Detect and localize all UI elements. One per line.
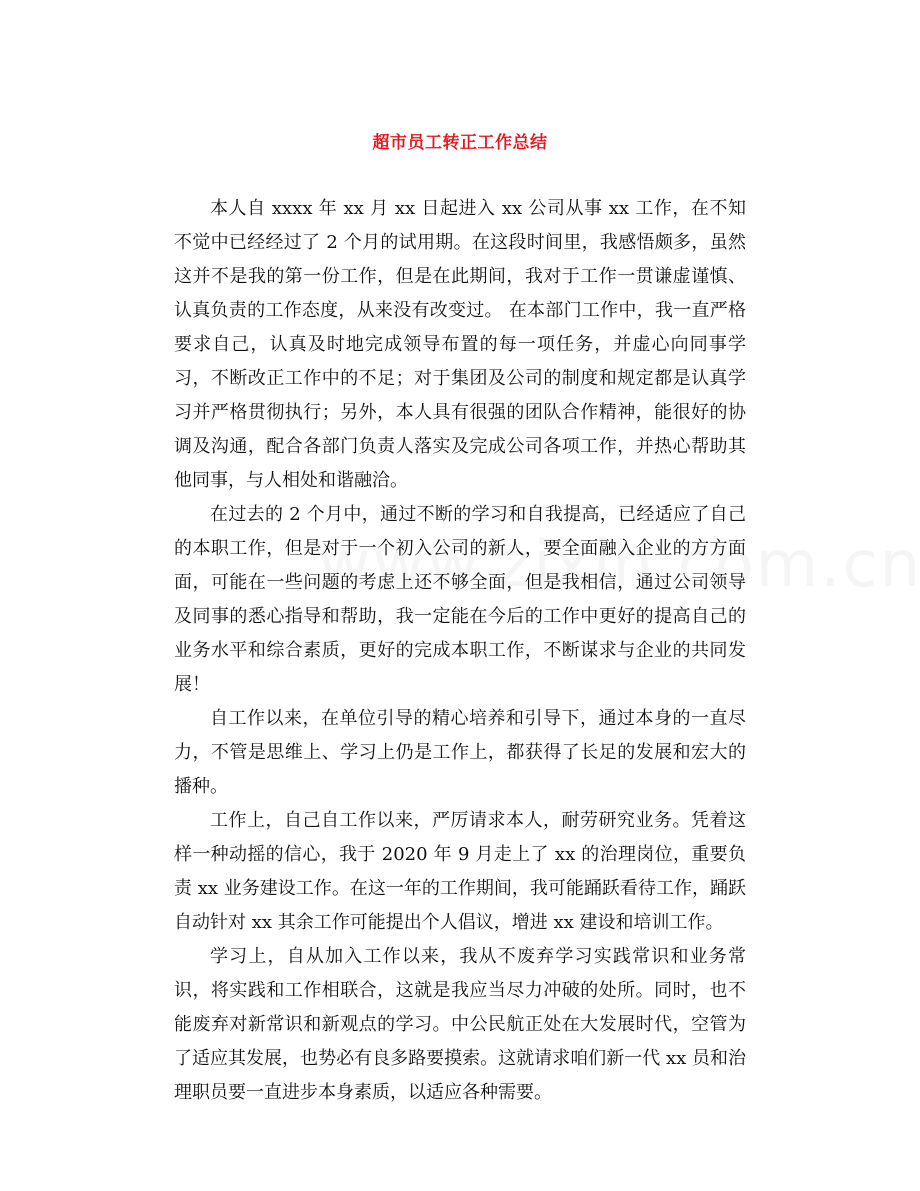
paragraph-4: 工作上，自己自工作以来，严厉请求本人，耐劳研究业务。凭着这样一种动摇的信心，我于 2020 年 9 月走上了 xx 的治理岗位，重要负责 xx 业务建设工作。在这一年的工作期间，我可能踊跃看待工作，踊跃自动针对 xx 其余工作可能提出个人倡议，增进 xx 建设和培训工作。 xyxy=(174,810,746,933)
paragraph-2: 在过去的 2 个月中，通过不断的学习和自我提高，已经适应了自己的本职工作，但是对于一个初入公司的新人，要全面融入企业的方方面面，可能在一些问题的考虑上还不够全面，但是我相信，通过公司领导及同事的悉心指导和帮助，我一定能在今后的工作中更好的提高自己的业务水平和综合素质，更好的完成本职工作，不断谋求与企业的共同发展！ xyxy=(174,504,746,695)
document-title: 超市员工转正工作总结 xyxy=(372,133,548,153)
paragraph-5: 学习上，自从加入工作以来，我从不废弃学习实践常识和业务常识，将实践和工作相联合，这就是我应当尽力冲破的处所。同时，也不能废弃对新常识和新观点的学习。中公民航正处在大发展时代，空管为了适应其发展，也势必有良多路要摸索。这就请求咱们新一代 xx 员和治理职员要一直进步本身素质，以适应各种需要。 xyxy=(174,946,746,1103)
paragraph-3: 自工作以来，在单位引导的精心培养和引导下，通过本身的一直尽力，不管是思维上、学习上仍是工作上，都获得了长足的发展和宏大的播种。 xyxy=(174,708,746,797)
paragraph-1: 本人自 xxxx 年 xx 月 xx 日起进入 xx 公司从事 xx 工作，在不知不觉中已经经过了 2 个月的试用期。在这段时间里，我感悟颇多，虽然这并不是我的第一份工作，但是在此期间，我对于工作一贯谦虚谨慎、认真负责的工作态度，从来没有改变过。 在本部门工作中，我一直严格要求自己，认真及时地完成领导布置的每一项任务，并虚心向同事学习，不断改正工作中的不足；对于集团及公司的制度和规定都是认真学习并严格贯彻执行；另外，本人具有很强的团队合作精神，能很好的协调及沟通，配合各部门负责人落实及完成公司各项工作，并热心帮助其他同事，与人相处和谐融洽。 xyxy=(174,198,746,491)
document-body xyxy=(174,192,746,1110)
